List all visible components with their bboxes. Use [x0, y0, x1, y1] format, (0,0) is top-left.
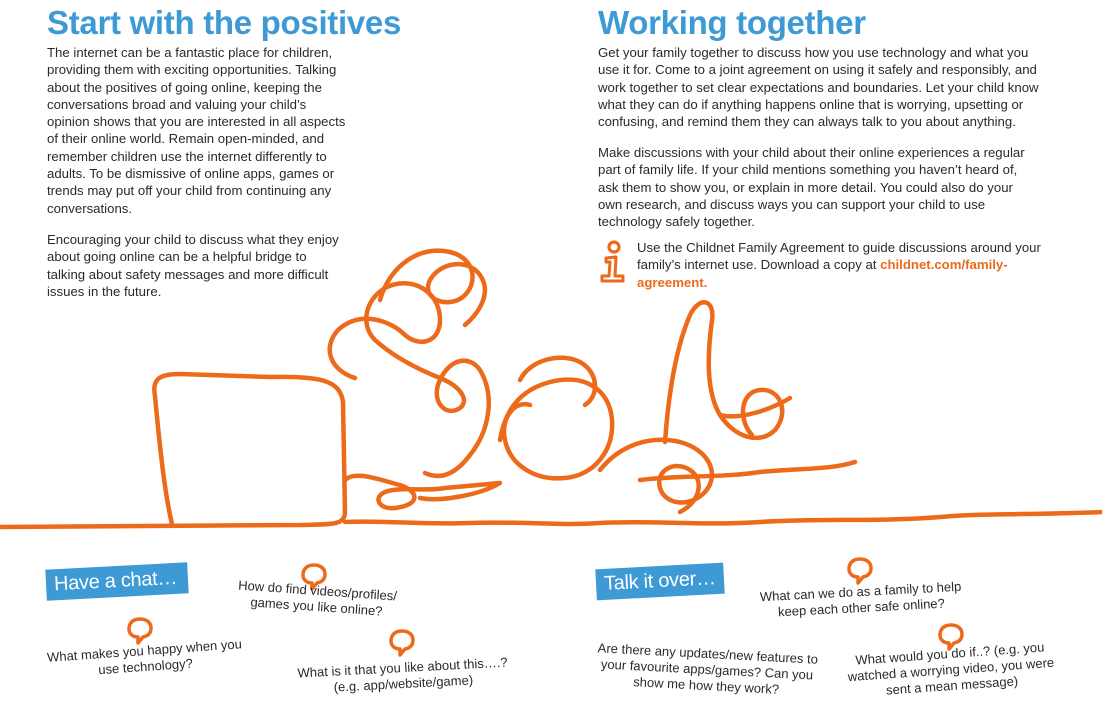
- family-agreement-link[interactable]: childnet.com/family-agreement.: [637, 257, 1008, 290]
- start-with-positives-heading: Start with the positives: [47, 4, 402, 41]
- positives-paragraph-2: Encouraging your child to discuss what they enjoy about going online can be a helpful bridge to talking about safety messages and more difficult issues in the future.: [47, 232, 339, 299]
- talk-question-what-if: What would you do if..? (e.g. you watched a worrying video, you were sent a mean message): [847, 639, 1055, 698]
- talk-question-family-safe: What can we do as a family to help keep each other safe online?: [759, 578, 962, 620]
- family-line-illustration: [0, 230, 1102, 540]
- working-together-paragraph-1: Get your family together to discuss how you use technology and what you use it for. Come to a joint agreement on using it safely and responsibly, and work together to set clear expectations and boundaries. Let your child know what they can do if anything happens online that is worrying, upsetting or confusing, and remind them they can always talk to you about anything.: [598, 45, 1039, 130]
- have-a-chat-tag: Have a chat…: [45, 562, 188, 600]
- positives-paragraph-1: The internet can be a fantastic place for children, providing them with exciting opportunities. Talking about the positives of going online, keeping the conversations broad and valuing your child’s opinion shows that you are interested in all aspects of their online world. Remain open-minded, and remember children use the internet differently to adults. To be dismissive of online apps, games or trends may put off your child from continuing any conversations.: [47, 45, 346, 216]
- working-together-paragraph-2: Make discussions with your child about their online experiences a regular part of family life. If your child mentions something you haven’t heard of, ask them to show you, or explain in more detail. You could also do your own research, and discuss ways you can support your child to use technology safely together.: [598, 145, 1025, 230]
- talk-it-over-tag: Talk it over…: [595, 563, 724, 601]
- speech-bubble-icon: [846, 556, 874, 586]
- family-agreement-text: Use the Childnet Family Agreement to guide discussions around your family’s internet use. Download a copy at: [637, 240, 1041, 273]
- speech-bubble-icon: [126, 616, 154, 646]
- chat-question-happy: What makes you happy when you use technology?: [46, 636, 243, 678]
- speech-bubble-icon: [388, 628, 416, 658]
- chat-question-like-about: What is it that you like about this….? (e.g. app/website/game): [297, 654, 508, 695]
- talk-question-updates: Are there any updates/new features to your favourite apps/games? Can you show me how they work?: [597, 640, 819, 697]
- chat-question-find-videos: How do find videos/profiles/ games you like online?: [237, 577, 398, 619]
- working-together-heading: Working together: [598, 4, 866, 41]
